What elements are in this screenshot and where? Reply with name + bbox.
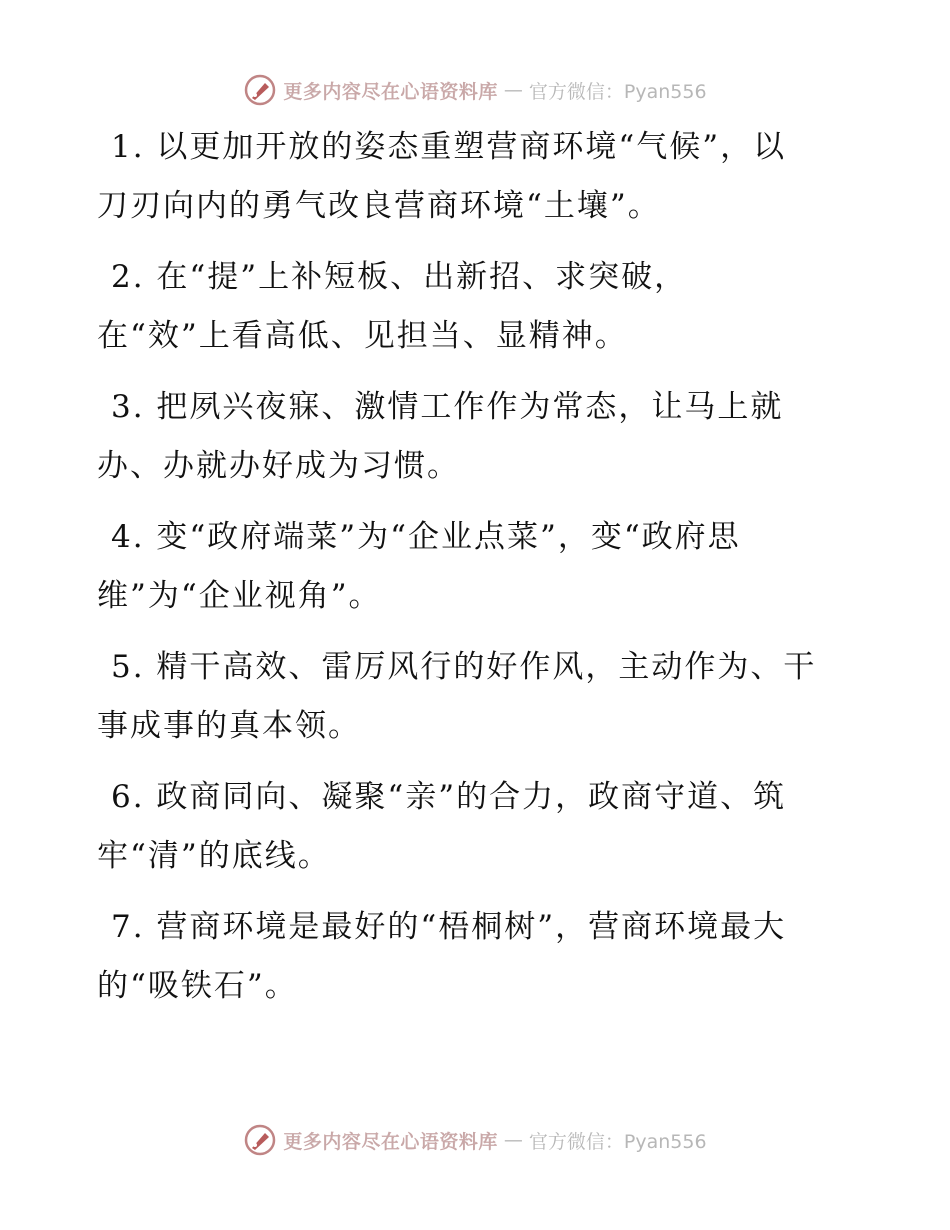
watermark-contact: 官方微信：Pyan556 (528, 80, 707, 103)
watermark-text: 更多内容尽在心语资料库 (283, 80, 498, 103)
list-item (97, 118, 837, 236)
item-line: 维”为“企业视角”。 (97, 578, 382, 614)
list-item (97, 378, 837, 496)
item-line: 牢“清”的底线。 (97, 838, 331, 874)
item-line: 4. 变“政府端菜”为“企业点菜”，变“政府思 (111, 519, 741, 555)
item-line: 在“效”上看高低、见担当、显精神。 (97, 318, 628, 354)
item-line: 刀刃向内的勇气改良营商环境“土壤”。 (97, 188, 661, 224)
footer-watermark (0, 1120, 950, 1160)
list-item (97, 768, 837, 886)
watermark-text: 更多内容尽在心语资料库 (283, 1130, 498, 1153)
watermark-separator: — (503, 1129, 523, 1151)
header-watermark (0, 70, 950, 110)
document-body (97, 118, 837, 1028)
item-line: 事成事的真本领。 (97, 708, 361, 744)
item-line: 3. 把夙兴夜寐、激情工作作为常态，让马上就 (111, 389, 784, 425)
item-line: 1. 以更加开放的姿态重塑营商环境“气候”，以 (111, 129, 787, 165)
item-line: 办、办就办好成为习惯。 (97, 448, 460, 484)
pen-nib-circle-icon (243, 73, 277, 107)
pen-nib-circle-icon (243, 1123, 277, 1157)
item-line: 的“吸铁石”。 (97, 968, 298, 1004)
item-line: 2. 在“提”上补短板、出新招、求突破， (111, 259, 688, 295)
list-item (97, 638, 837, 756)
list-item (97, 898, 837, 1016)
list-item (97, 248, 837, 366)
watermark-separator: — (503, 79, 523, 101)
item-line: 5. 精干高效、雷厉风行的好作风，主动作为、干 (111, 649, 817, 685)
list-item (97, 508, 837, 626)
item-line: 7. 营商环境是最好的“梧桐树”，营商环境最大 (111, 909, 787, 945)
watermark-contact: 官方微信：Pyan556 (528, 1130, 707, 1153)
item-line: 6. 政商同向、凝聚“亲”的合力，政商守道、筑 (111, 779, 787, 815)
